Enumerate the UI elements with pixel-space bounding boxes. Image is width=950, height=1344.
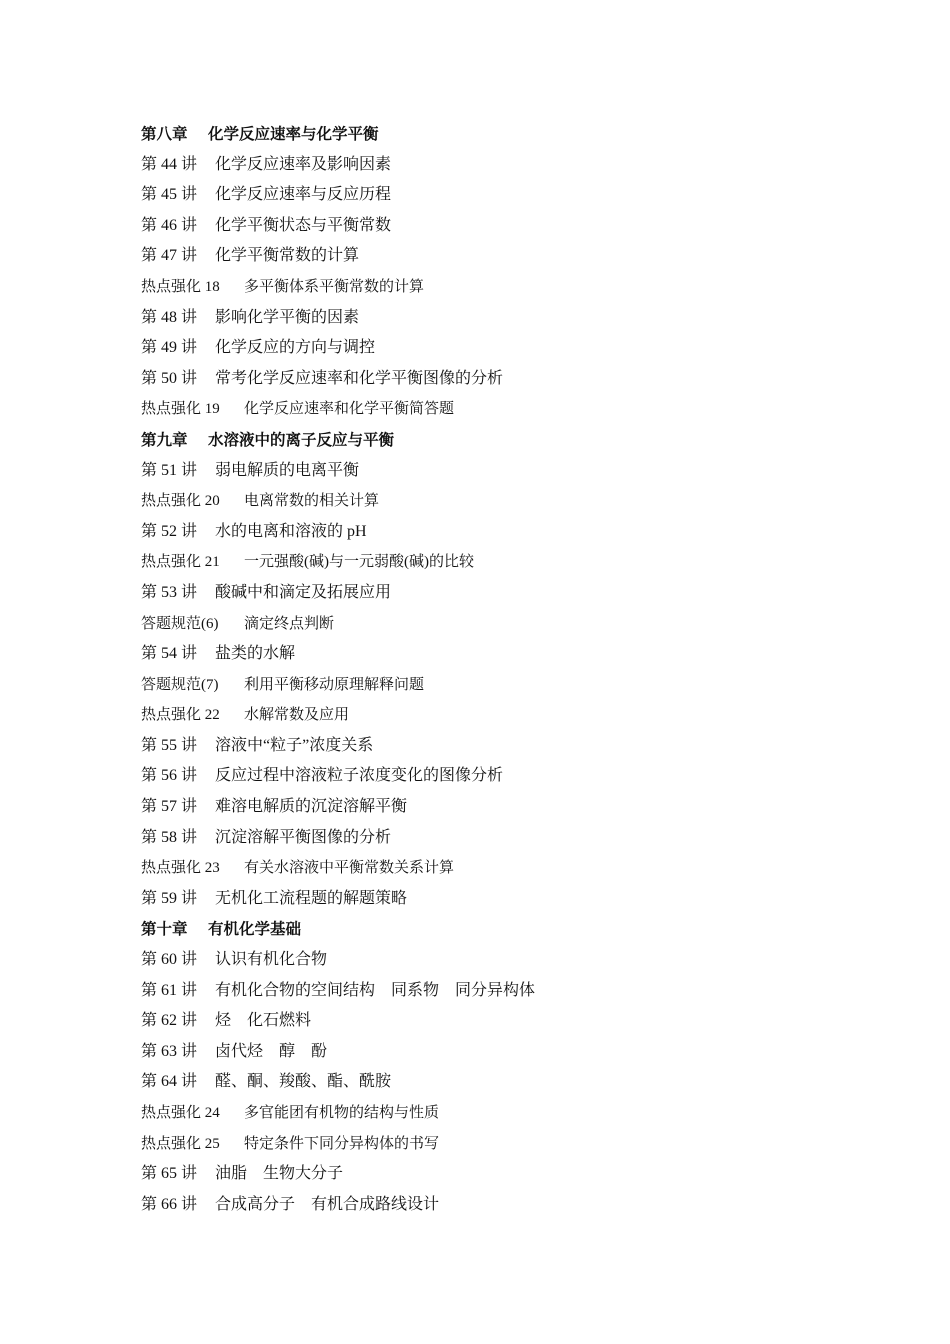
toc-entry-hot-topic[interactable] bbox=[141, 486, 901, 517]
entry-number: 第 57 讲 bbox=[141, 798, 198, 816]
entry-number: 第 51 讲 bbox=[141, 461, 198, 479]
toc-entry[interactable] bbox=[141, 976, 901, 1007]
chapter-title: 化学反应速率与化学平衡 bbox=[208, 125, 379, 143]
entry-title: 沉淀溶解平衡图像的分析 bbox=[215, 828, 392, 846]
entry-title: 水解常数及应用 bbox=[244, 707, 350, 724]
entry-title: 有机化合物的空间结构 同系物 同分异构体 bbox=[215, 981, 536, 999]
chapter-heading bbox=[141, 425, 901, 456]
entry-title: 认识有机化合物 bbox=[215, 951, 328, 969]
chapter-title: 有机化学基础 bbox=[208, 920, 302, 939]
entry-number: 第 61 讲 bbox=[141, 981, 198, 999]
entry-number: 热点强化 23 bbox=[141, 860, 220, 877]
entry-title: 化学反应的方向与调控 bbox=[215, 339, 376, 357]
entry-number: 第 50 讲 bbox=[141, 369, 198, 387]
entry-title: 油脂 生物大分子 bbox=[215, 1165, 344, 1183]
entry-number: 第 49 讲 bbox=[141, 339, 198, 357]
entry-number: 第 63 讲 bbox=[141, 1042, 198, 1060]
entry-number: 第 56 讲 bbox=[141, 767, 198, 785]
entry-title: 合成高分子 有机合成路线设计 bbox=[215, 1195, 440, 1213]
entry-number: 第 59 讲 bbox=[141, 889, 198, 907]
toc-entry[interactable] bbox=[141, 792, 901, 823]
entry-title: 多官能团有机物的结构与性质 bbox=[244, 1105, 440, 1121]
entry-title: 弱电解质的电离平衡 bbox=[215, 461, 360, 479]
entry-title: 化学反应速率和化学平衡简答题 bbox=[244, 401, 455, 418]
entry-number: 第 48 讲 bbox=[141, 308, 198, 326]
entry-title: 烃 化石燃料 bbox=[215, 1012, 312, 1030]
entry-number: 第 54 讲 bbox=[141, 645, 198, 663]
toc-entry-hot-topic[interactable] bbox=[141, 547, 901, 578]
entry-title: 难溶电解质的沉淀溶解平衡 bbox=[215, 798, 408, 816]
entry-title: 有关水溶液中平衡常数关系计算 bbox=[244, 860, 455, 877]
entry-title: 反应过程中溶液粒子浓度变化的图像分析 bbox=[215, 767, 504, 785]
toc-entry[interactable] bbox=[141, 211, 901, 242]
entry-number: 热点强化 20 bbox=[141, 493, 220, 510]
entry-title: 溶液中“粒子”浓度关系 bbox=[215, 736, 374, 754]
entry-number: 热点强化 25 bbox=[141, 1135, 220, 1152]
entry-number: 第 58 讲 bbox=[141, 828, 198, 846]
entry-title: 卤代烃 醇 酚 bbox=[215, 1042, 328, 1060]
entry-number: 第 53 讲 bbox=[141, 583, 198, 601]
toc-entry[interactable] bbox=[141, 456, 901, 487]
entry-title: 化学平衡常数的计算 bbox=[215, 247, 360, 265]
entry-number: 第 46 讲 bbox=[141, 216, 198, 234]
toc-entry[interactable] bbox=[141, 180, 901, 211]
entry-title: 利用平衡移动原理解释问题 bbox=[244, 676, 425, 693]
entry-title: 水的电离和溶液的 pH bbox=[215, 522, 367, 540]
toc-entry[interactable] bbox=[141, 884, 901, 915]
entry-title: 多平衡体系平衡常数的计算 bbox=[244, 278, 425, 295]
toc-entry[interactable] bbox=[141, 639, 901, 670]
entry-title: 化学反应速率与反应历程 bbox=[215, 186, 392, 204]
entry-number: 第 60 讲 bbox=[141, 951, 198, 969]
entry-number: 第 64 讲 bbox=[141, 1073, 198, 1091]
entry-number: 热点强化 21 bbox=[141, 554, 220, 571]
chapter-number: 第九章 bbox=[141, 430, 188, 449]
entry-number: 第 52 讲 bbox=[141, 522, 198, 540]
toc-entry-hot-topic[interactable] bbox=[141, 1098, 901, 1129]
chapter-heading bbox=[141, 914, 901, 945]
entry-number: 第 62 讲 bbox=[141, 1012, 198, 1030]
entry-title: 无机化工流程题的解题策略 bbox=[215, 889, 408, 907]
toc-entry[interactable] bbox=[141, 823, 901, 854]
chapter-number: 第十章 bbox=[141, 920, 188, 939]
entry-title: 影响化学平衡的因素 bbox=[215, 308, 360, 326]
toc-entry-hot-topic[interactable] bbox=[141, 700, 901, 731]
chapter-title: 水溶液中的离子反应与平衡 bbox=[208, 430, 395, 449]
toc-entry-hot-topic[interactable] bbox=[141, 853, 901, 884]
chapter-number: 第八章 bbox=[141, 125, 188, 143]
toc-entry[interactable] bbox=[141, 1006, 901, 1037]
entry-title: 常考化学反应速率和化学平衡图像的分析 bbox=[215, 369, 504, 387]
toc-entry[interactable] bbox=[141, 1067, 901, 1098]
entry-title: 滴定终点判断 bbox=[244, 615, 335, 632]
entry-number: 热点强化 22 bbox=[141, 707, 220, 724]
toc-entry[interactable] bbox=[141, 150, 901, 181]
table-of-contents bbox=[141, 119, 901, 1220]
toc-entry-answer-spec[interactable] bbox=[141, 670, 901, 701]
toc-entry-hot-topic[interactable] bbox=[141, 1129, 901, 1160]
toc-entry[interactable] bbox=[141, 578, 901, 609]
entry-title: 特定条件下同分异构体的书写 bbox=[244, 1135, 440, 1152]
toc-entry[interactable] bbox=[141, 1190, 901, 1221]
toc-entry[interactable] bbox=[141, 1037, 901, 1068]
toc-entry[interactable] bbox=[141, 731, 901, 762]
entry-title: 酸碱中和滴定及拓展应用 bbox=[215, 583, 392, 601]
entry-number: 答题规范(6) bbox=[141, 615, 219, 632]
toc-entry[interactable] bbox=[141, 333, 901, 364]
entry-title: 一元强酸(碱)与一元弱酸(碱)的比较 bbox=[244, 554, 474, 571]
toc-entry-answer-spec[interactable] bbox=[141, 609, 901, 640]
toc-entry-hot-topic[interactable] bbox=[141, 272, 901, 303]
entry-number: 第 47 讲 bbox=[141, 247, 198, 265]
entry-number: 第 44 讲 bbox=[141, 155, 198, 173]
entry-number: 第 66 讲 bbox=[141, 1195, 198, 1213]
toc-entry[interactable] bbox=[141, 303, 901, 334]
toc-entry[interactable] bbox=[141, 241, 901, 272]
entry-number: 第 45 讲 bbox=[141, 186, 198, 204]
toc-entry[interactable] bbox=[141, 1159, 901, 1190]
entry-title: 化学平衡状态与平衡常数 bbox=[215, 216, 392, 234]
toc-entry[interactable] bbox=[141, 364, 901, 395]
entry-number: 热点强化 18 bbox=[141, 278, 220, 295]
entry-title: 化学反应速率及影响因素 bbox=[215, 155, 392, 173]
entry-number: 答题规范(7) bbox=[141, 676, 219, 693]
entry-number: 热点强化 19 bbox=[141, 401, 220, 418]
entry-title: 盐类的水解 bbox=[215, 645, 296, 663]
toc-entry[interactable] bbox=[141, 517, 901, 548]
entry-number: 热点强化 24 bbox=[141, 1105, 220, 1121]
toc-entry-hot-topic[interactable] bbox=[141, 394, 901, 425]
toc-entry[interactable] bbox=[141, 945, 901, 976]
entry-title: 电离常数的相关计算 bbox=[244, 493, 380, 510]
entry-number: 第 65 讲 bbox=[141, 1165, 198, 1183]
chapter-heading bbox=[141, 119, 901, 150]
toc-entry[interactable] bbox=[141, 761, 901, 792]
entry-title: 醛、酮、羧酸、酯、酰胺 bbox=[215, 1073, 392, 1091]
entry-number: 第 55 讲 bbox=[141, 736, 198, 754]
